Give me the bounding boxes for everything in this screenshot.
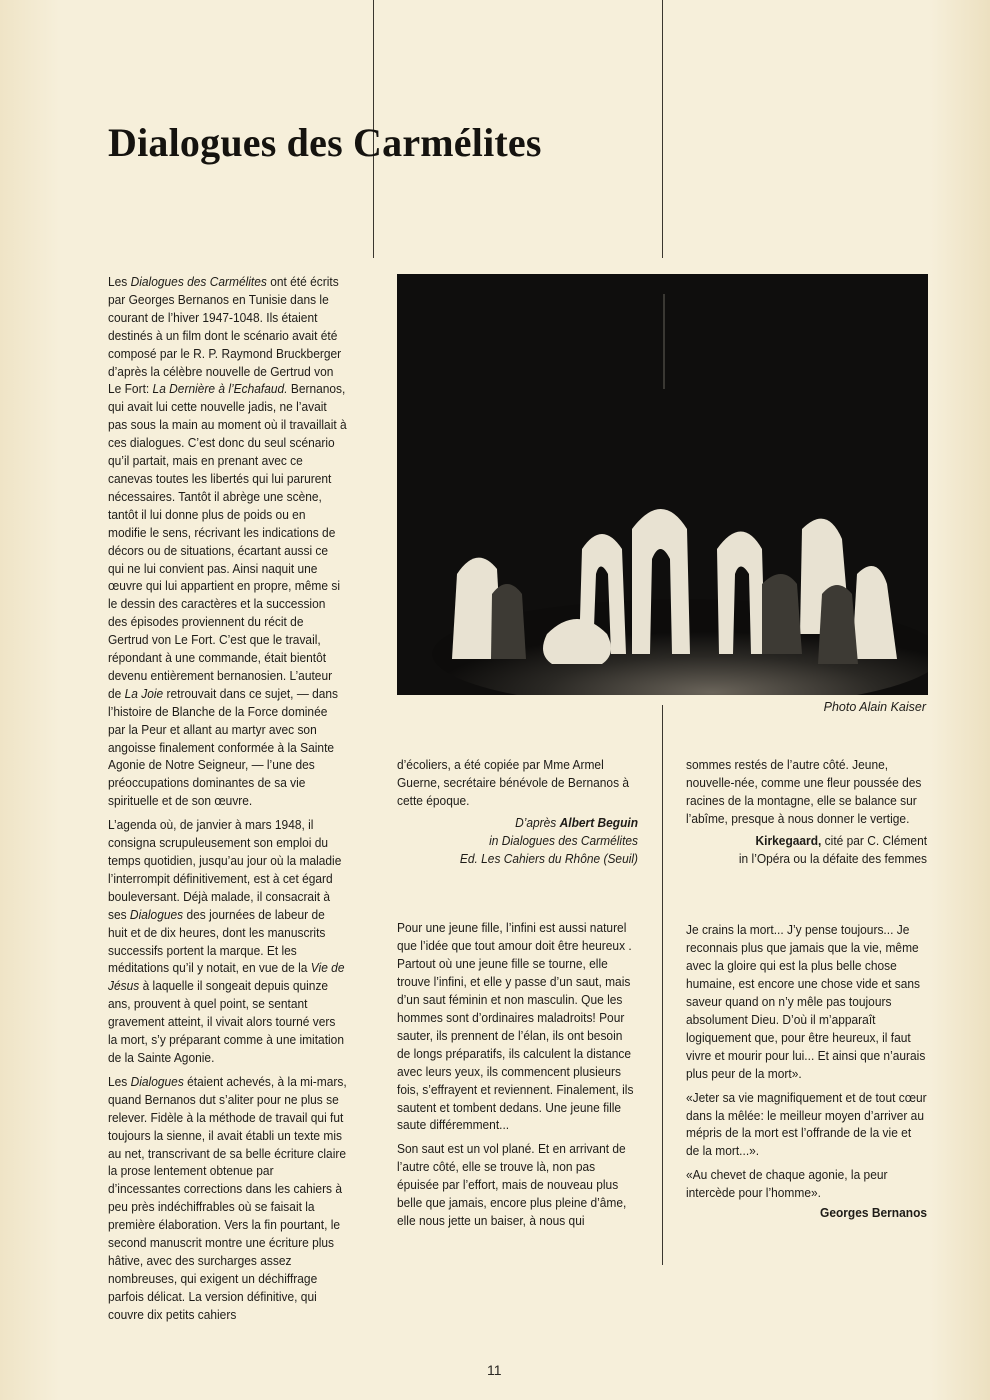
page-title: Dialogues des Carmélites bbox=[108, 119, 542, 165]
carmelites-stage-image bbox=[397, 274, 928, 695]
continuation-text-right: sommes restés de l’autre côté. Jeune, nouvelle-née, comme une fleur poussée des racines de la montagne, elle se balance sur l’abîme, presque à nous donner le vertige. bbox=[686, 757, 922, 826]
column-rule-right-bottom bbox=[662, 705, 663, 1265]
paragraph-intro: Les Dialogues des Carmélites ont été écrits par Georges Bernanos en Tunisie dans le courant de l’hiver 1947-1048. Ils étaient destinés à un film dont le scénario avait été composé par le R. P. Raymond Bruckberger d’après la célèbre nouvelle de Gertrud von Le Fort: La Dernière à l’Echafaud. Bernanos, qui avait lui cette nouvelle jadis, ne l’avait pas sous la main au moment où il travaillait à ces dialogues. C’est donc du seul scénario qu’il partait, mais en prenant avec ce canevas toutes les libertés qui lui parurent nécessaires. Tantôt il abrège une scène, tantôt il lui donne plus de poids ou en modifie le sens, récrivant les indications de décors ou de situations, écartant aussi ce qui ne lui convient pas. Ainsi naquit une œuvre qui lui appartient en propre, même si le dessin des caractères et la succession des épisodes proviennent du récit de Gertrud von Le Fort. C’est que le travail, répondant à une commande, était bientôt devenu entièrement bernanosien. L’auteur de La Joie retrouvait dans ce sujet, — dans l’histoire de Blanche de la Force dominée par la Peur et allant au martyr avec son angoisse finalement conformée à la Sainte Agonie de Notre Seigneur, — l’une des préoccupations dominantes de sa vie spirituelle et de son œuvre. bbox=[108, 274, 347, 809]
photo-caption: Photo Alain Kaiser bbox=[823, 700, 926, 714]
text-column-middle bbox=[397, 756, 638, 1236]
text-column-right bbox=[686, 756, 927, 1222]
credit-beguin: D’après Albert Beguin in Dialogues des Carmélites Ed. Les Cahiers du Rhône (Seuil) bbox=[459, 814, 639, 866]
paragraph-manuscript: Les Dialogues étaient achevés, à la mi-mars, quand Bernanos dut s’aliter pour ne plus se relever. Fidèle à la méthode de travail qui fut toujours la sienne, il avait établi un texte mis au net, transcrivant de sa belle écriture claire la prose lentement obtenue par d’incessantes corrections dans les cahiers à peu près indéchiffrables où se faisait la première élaboration. Vers la fin pourtant, le second manuscrit montre une écriture plus hâtive, avec des surcharges assez nombreuses, qui exigent un déchiffrage parfois délicat. La version définitive, qui couvre dix petits cahiers bbox=[108, 1073, 347, 1322]
quote-crains-la-mort: Je crains la mort... J’y pense toujours... Je reconnais plus que jamais que la vie, même avec la gloire qui est la plus belle chose humaine, est encore une chose vide et sans saveur quand on n’y mêle pas toujours absolument Dieu. D’où il m’apparaît logiquement que, pour être heureux, il faut vivre et mourir pour lui... Et ainsi que n’aurais plus peur de la mort». bbox=[686, 922, 926, 1081]
page-number: 11 bbox=[487, 1362, 502, 1378]
continuation-text: d’écoliers, a été copiée par Mme Armel Guerne, secrétaire bénévole de Bernanos à cette époque. bbox=[397, 757, 630, 808]
quote-jeune-fille: Pour une jeune fille, l’infini est aussi naturel que l’idée que tout amour doit être heureux . Partout où une jeune fille se tourne, elle trouve l’infini, et elle y passe d’un saut, mais d’un saut féminin et non masculin. Que les hommes sont d’ordinaires maladroits! Pour sauter, ils prennent de l’élan, ils ont besoin de longs préparatifs, ils calculent la distance avec leurs yeux, ils commencent plusieurs fois, s’effrayent et reviennent. Finalement, ils sautent et tombent dedans. Une jeune fille saute différemment... bbox=[397, 920, 634, 1133]
quote-chevet: «Au chevet de chaque agonie, la peur intercède pour l’homme». bbox=[686, 1167, 888, 1201]
signature-bernanos: Georges Bernanos bbox=[820, 1205, 928, 1221]
column-rule-right-top bbox=[662, 0, 663, 258]
quote-vol-plane: Son saut est un vol plané. Et en arrivant de l’autre côté, elle se trouve là, non pas épuisée par l’effort, mais de nouveau plus belle que jamais, encore plus pleine d’âme, elle nous jette un baiser, à nous qui bbox=[397, 1141, 627, 1228]
paragraph-agenda: L’agenda où, de janvier à mars 1948, il consigna scrupuleusement son emploi du temps quotidien, jusqu’au jour où la maladie l’interrompit définitivement, est à cet égard bouleversant. Déjà malade, il consacrait à ses Dialogues des journées de labeur de huit et de dix heures, dont les manuscrits successifs portent la marque. Et les méditations qu’il y notait, en vue de la Vie de Jésus à laquelle il songeait depuis quinze ans, prouvent à quel point, se sentant gravement atteint, il vivait alors tourné vers la mort, s’y préparant comme à une imitation de la Sainte Agonie. bbox=[108, 817, 345, 1065]
stage-photo bbox=[397, 274, 928, 695]
credit-kirkegaard: Kirkegaard, cité par C. Clément in l’Opéra ou la défaite des femmes bbox=[738, 832, 928, 866]
quote-jeter-sa-vie: «Jeter sa vie magnifiquement et de tout cœur dans la mêlée: le meilleur moyen d’arriver au mépris de la mort est l’offrande de la vie et de la mort...». bbox=[686, 1089, 927, 1159]
text-column-left bbox=[108, 273, 347, 1330]
